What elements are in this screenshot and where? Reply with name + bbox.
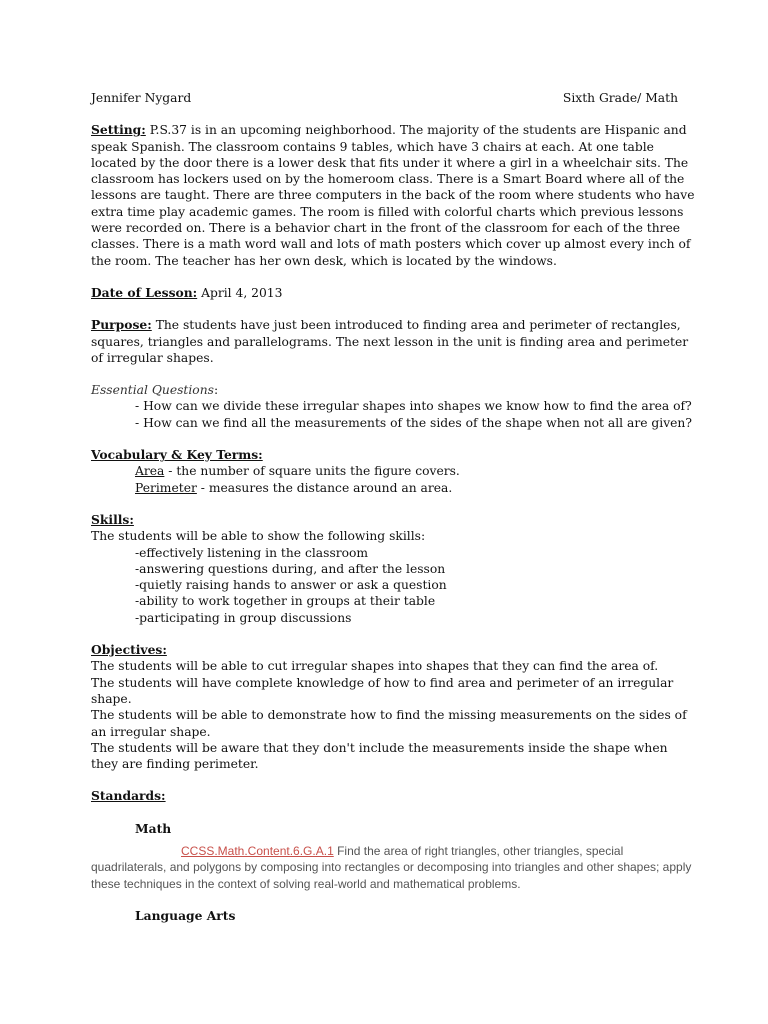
math-standard — [91, 843, 698, 893]
date-value: April 4, 2013 — [201, 285, 283, 300]
vocab-item-perimeter — [91, 480, 698, 496]
language-arts-heading: Language Arts — [135, 908, 236, 924]
essential-questions-list — [91, 398, 698, 431]
list-item: -ability to work together in groups at their table — [135, 594, 436, 609]
standard-code-link[interactable]: CCSS.Math.Content.6.G.A.1 — [181, 843, 334, 858]
vocabulary-section — [91, 447, 698, 496]
standards-section — [91, 788, 698, 804]
setting-label: Setting: — [91, 122, 146, 138]
setting-section — [91, 122, 698, 269]
vocab-term: Area — [135, 464, 165, 479]
list-item: -answering questions during, and after the lesson — [135, 561, 446, 576]
vocab-term: Perimeter — [135, 480, 197, 495]
document-header — [91, 90, 698, 106]
purpose-text: The students have just been introduced to finding area and perimeter of rectangles, squares, triangles and parallelograms. The next lesson in the unit is finding area and perimeter of irregular shapes. — [91, 318, 689, 365]
skills-label: Skills: — [91, 511, 134, 527]
vocabulary-label: Vocabulary & Key Terms: — [91, 447, 263, 463]
setting-text: P.S.37 is in an upcoming neighborhood. The majority of the students are Hispanic and speak Spanish. The classroom contains 9 tables, which have 3 chairs at each. At one table located by the door there is a lower desk that fits under it where a girl in a wheelchair sits. The classroom has lockers used on by the homeroom class. There is a Smart Board where all of the lessons are taught. There are three computers in the back of the room where students who have extra time play academic games. The room is filled with colorful charts which previous lessons were recorded on. There is a behavior chart in the front of the classroom for each of the three classes. There is a math word wall and lots of math posters which cover up almost every inch of the room. The teacher has her own desk, which is located by the windows. — [91, 123, 695, 268]
list-item: -participating in group discussions — [135, 610, 352, 625]
standard-text-first: Find the area of right triangles, other triangles, special — [333, 843, 624, 858]
standards-label: Standards: — [91, 788, 166, 804]
objectives-label: Objectives: — [91, 642, 167, 658]
standard-text-rest: quadrilaterals, and polygons by composing into rectangles or decomposing into triangles and other shapes; apply these techniques in the context of solving real-world and mathematical problems. — [91, 860, 692, 891]
list-item: - How can we find all the measurements of the sides of the shape when not all are given? — [135, 415, 692, 430]
date-section — [91, 285, 698, 301]
vocab-definition: - the number of square units the figure covers. — [164, 464, 460, 479]
list-item: -effectively listening in the classroom — [135, 545, 369, 560]
author-name: Jennifer Nygard — [91, 91, 192, 105]
objective-item: The students will have complete knowledge of how to find area and perimeter of an irregular shape. — [91, 675, 674, 706]
purpose-section — [91, 317, 698, 366]
math-standard-heading: Math — [135, 820, 172, 836]
essential-questions-colon: : — [213, 383, 219, 398]
grade-subject: Sixth Grade/ Math — [562, 91, 678, 105]
date-label: Date of Lesson: — [91, 284, 198, 300]
vocab-definition: - measures the distance around an area. — [196, 480, 453, 495]
objective-item: The students will be able to demonstrate how to find the missing measurements on the sides of an irregular shape. — [91, 708, 687, 739]
objective-item: The students will be aware that they don't include the measurements inside the shape when they are finding perimeter. — [91, 740, 668, 772]
essential-questions-section — [91, 382, 698, 431]
objective-item: The students will be able to cut irregular shapes into shapes that they can find the area of. — [91, 659, 659, 674]
purpose-label: Purpose: — [91, 317, 152, 333]
list-item: - How can we divide these irregular shapes into shapes we know how to find the area of? — [135, 399, 692, 414]
list-item: -quietly raising hands to answer or ask a question — [135, 578, 447, 593]
vocab-item-area — [91, 463, 698, 479]
objectives-section — [91, 642, 698, 772]
skills-intro: The students will be able to show the following skills: — [91, 529, 426, 544]
essential-questions-label: Essential Questions — [91, 383, 214, 398]
skills-list — [91, 545, 698, 626]
skills-section — [91, 512, 698, 626]
